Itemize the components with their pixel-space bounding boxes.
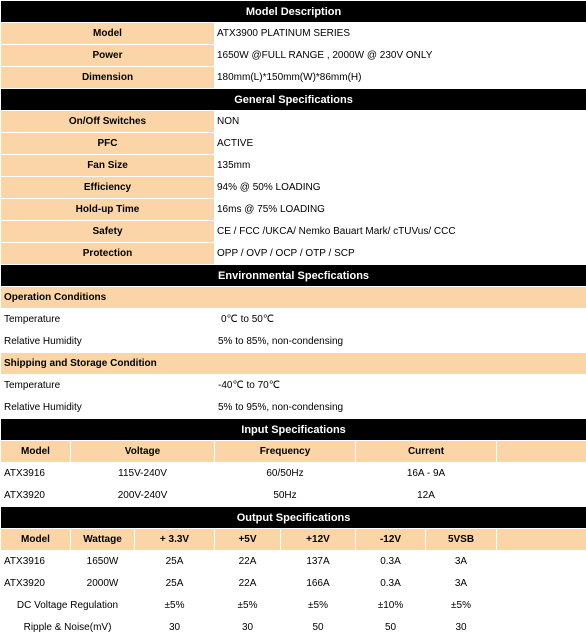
output-cell-5vsb: 3A — [426, 551, 497, 573]
section-title-model-description: Model Description — [1, 1, 586, 23]
output-ripple-3v3: 30 — [135, 617, 215, 639]
output-label-ripple: Ripple & Noise(mV) — [1, 617, 135, 639]
row-value-dimension: 180mm(L)*150mm(W)*86mm(H) — [215, 67, 586, 89]
section-title-environmental: Environmental Specfications — [1, 265, 586, 287]
input-cell-current: 16A - 9A — [356, 463, 497, 485]
output-cell-blank — [497, 573, 586, 595]
output-header-3v3: + 3.3V — [135, 529, 215, 551]
output-regulation-3v3: ±5% — [135, 595, 215, 617]
row-label-protection: Protection — [1, 243, 215, 265]
row-label-pfc: PFC — [1, 133, 215, 155]
row-value-ship-temperature: -40℃ to 70℃ — [215, 375, 586, 397]
output-ripple-5vsb: 30 — [426, 617, 497, 639]
output-label-regulation: DC Voltage Regulation — [1, 595, 135, 617]
output-cell-5vsb: 3A — [426, 573, 497, 595]
input-cell-voltage: 115V-240V — [71, 463, 215, 485]
output-cell-model: ATX3920 — [1, 573, 71, 595]
output-header-blank — [497, 529, 586, 551]
row-value-pfc: ACTIVE — [215, 133, 586, 155]
row-label-switches: On/Off Switches — [1, 111, 215, 133]
output-regulation-12v: ±5% — [281, 595, 356, 617]
subsection-title-shipping: Shipping and Storage Condition — [1, 353, 586, 375]
output-cell-model: ATX3916 — [1, 551, 71, 573]
section-title-input: Input Specifications — [1, 419, 586, 441]
output-ripple-12v: 50 — [281, 617, 356, 639]
row-label-holdup: Hold-up Time — [1, 199, 215, 221]
output-header-5vsb: 5VSB — [426, 529, 497, 551]
input-header-model: Model — [1, 441, 71, 463]
input-cell-voltage: 200V-240V — [71, 485, 215, 507]
input-header-voltage: Voltage — [71, 441, 215, 463]
output-cell-blank — [497, 617, 586, 639]
output-cell-3v3: 25A — [135, 551, 215, 573]
output-cell-blank — [497, 551, 586, 573]
row-label-fan-size: Fan Size — [1, 155, 215, 177]
row-value-holdup: 16ms @ 75% LOADING — [215, 199, 586, 221]
output-cell-3v3: 25A — [135, 573, 215, 595]
row-label-op-temperature: Temperature — [1, 309, 215, 331]
input-header-blank — [497, 441, 586, 463]
section-title-output: Output Specifications — [1, 507, 586, 529]
input-header-current: Current — [356, 441, 497, 463]
row-value-op-humidity: 5% to 85%, non-condensing — [215, 331, 586, 353]
output-cell-wattage: 1650W — [71, 551, 135, 573]
input-header-frequency: Frequency — [215, 441, 356, 463]
row-value-safety: CE / FCC /UKCA/ Nemko Bauart Mark/ cTUVus/ CCC — [215, 221, 586, 243]
input-cell-current: 12A — [356, 485, 497, 507]
output-cell-12v: 166A — [281, 573, 356, 595]
input-cell-frequency: 50Hz — [215, 485, 356, 507]
output-cell-5v: 22A — [215, 573, 281, 595]
input-cell-model: ATX3916 — [1, 463, 71, 485]
row-value-protection: OPP / OVP / OCP / OTP / SCP — [215, 243, 586, 265]
subsection-title-operation: Operation Conditions — [1, 287, 586, 309]
output-header-12v: +12V — [281, 529, 356, 551]
output-cell-wattage: 2000W — [71, 573, 135, 595]
row-value-power: 1650W @FULL RANGE , 2000W @ 230V ONLY — [215, 45, 586, 67]
output-header-model: Model — [1, 529, 71, 551]
output-header-wattage: Wattage — [71, 529, 135, 551]
output-ripple-neg12v: 50 — [356, 617, 426, 639]
output-regulation-5vsb: ±5% — [426, 595, 497, 617]
input-cell-blank — [497, 485, 586, 507]
row-value-efficiency: 94% @ 50% LOADING — [215, 177, 586, 199]
row-value-fan-size: 135mm — [215, 155, 586, 177]
input-cell-blank — [497, 463, 586, 485]
row-label-safety: Safety — [1, 221, 215, 243]
output-header-5v: +5V — [215, 529, 281, 551]
output-regulation-5v: ±5% — [215, 595, 281, 617]
output-cell-neg12v: 0.3A — [356, 573, 426, 595]
row-label-op-humidity: Relative Humidity — [1, 331, 215, 353]
row-label-model: Model — [1, 23, 215, 45]
input-cell-model: ATX3920 — [1, 485, 71, 507]
row-value-op-temperature: 0℃ to 50℃ — [215, 309, 586, 331]
output-cell-blank — [497, 595, 586, 617]
output-cell-12v: 137A — [281, 551, 356, 573]
row-value-model: ATX3900 PLATINUM SERIES — [215, 23, 586, 45]
row-value-switches: NON — [215, 111, 586, 133]
row-label-power: Power — [1, 45, 215, 67]
input-cell-frequency: 60/50Hz — [215, 463, 356, 485]
section-title-general: General Specifications — [1, 89, 586, 111]
row-label-efficiency: Efficiency — [1, 177, 215, 199]
output-regulation-neg12v: ±10% — [356, 595, 426, 617]
output-cell-5v: 22A — [215, 551, 281, 573]
row-label-ship-temperature: Temperature — [1, 375, 215, 397]
output-header-neg12v: -12V — [356, 529, 426, 551]
row-label-dimension: Dimension — [1, 67, 215, 89]
output-ripple-5v: 30 — [215, 617, 281, 639]
row-label-ship-humidity: Relative Humidity — [1, 397, 215, 419]
row-value-ship-humidity: 5% to 95%, non-condensing — [215, 397, 586, 419]
output-cell-neg12v: 0.3A — [356, 551, 426, 573]
